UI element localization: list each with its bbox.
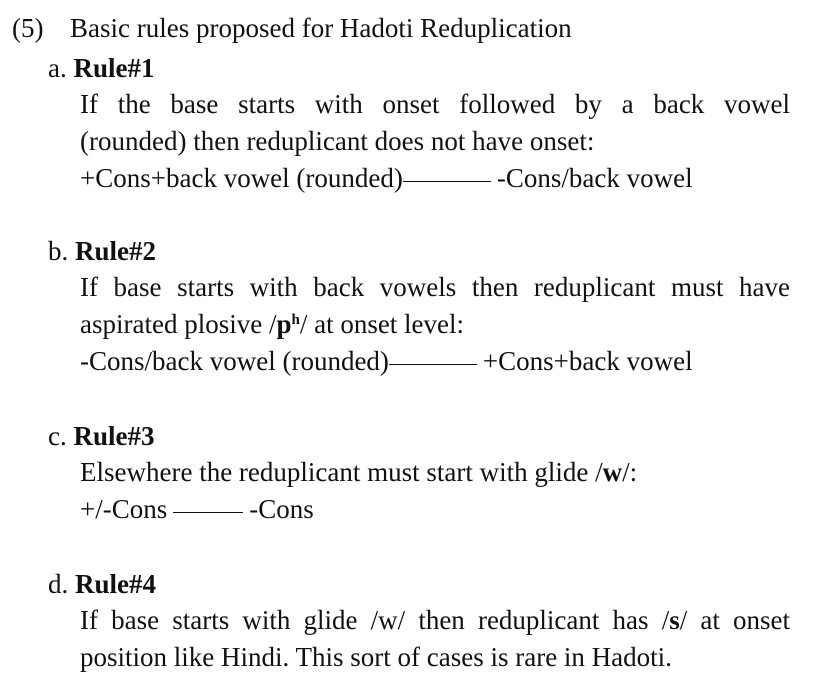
rewrite-line: [173, 512, 243, 513]
rule-letter: c.: [48, 421, 67, 451]
text-segment: aspirated plosive /: [80, 309, 277, 339]
rule-body: [80, 454, 790, 528]
formula-right: -Cons: [249, 494, 314, 524]
rule-text-line: [80, 454, 790, 491]
aspiration-mark: h: [291, 312, 300, 328]
phoneme-symbol: s: [669, 605, 680, 635]
rule-name: Rule#3: [73, 421, 155, 451]
rule-letter: a.: [48, 53, 67, 83]
rule-body: [80, 86, 790, 197]
rule-text-line: [80, 306, 790, 343]
phoneme-symbol: w: [602, 457, 623, 487]
rule-formula: [80, 491, 790, 528]
rule-c: [48, 418, 793, 528]
rule-text-line: (rounded) then reduplicant does not have onset:: [80, 126, 595, 156]
rule-text-line: If the base starts with onset followed by a back vowel: [80, 89, 790, 119]
rule-letter: b.: [48, 236, 69, 266]
rule-title: [48, 50, 793, 86]
rewrite-line: [389, 364, 477, 365]
rule-letter: d.: [48, 569, 69, 599]
rule-b: [48, 233, 793, 380]
text-segment: /:: [622, 457, 638, 487]
rule-body: [80, 602, 790, 676]
rule-text-line: If base starts with back vowels then reduplicant must have: [80, 272, 790, 302]
text-segment: Elsewhere the reduplicant must start with glide /: [80, 457, 603, 487]
rule-name: Rule#1: [73, 53, 155, 83]
rule-name: Rule#2: [75, 236, 156, 266]
section-heading: [12, 11, 572, 45]
rule-title: [48, 418, 793, 454]
rule-body: [80, 269, 790, 380]
phoneme-symbol: p: [276, 309, 292, 339]
rewrite-line: [403, 181, 491, 182]
rule-text-line: If base starts with glide /w/ then reduplicant has /s/ at onset: [80, 605, 790, 635]
heading-text: Basic rules proposed for Hadoti Reduplication: [70, 13, 572, 43]
rule-formula: [80, 160, 790, 197]
formula-right: +Cons+back vowel: [482, 346, 693, 376]
rule-d: [48, 566, 793, 676]
rule-title: [48, 233, 793, 269]
text-segment: / at onset level:: [299, 309, 465, 339]
formula-left: +/-Cons: [80, 494, 168, 524]
rule-text-line: position like Hindi. This sort of cases is rare in Hadoti.: [80, 642, 672, 672]
formula-left: +Cons+back vowel (rounded): [80, 163, 403, 193]
rule-name: Rule#4: [75, 569, 156, 599]
example-number: (5): [12, 13, 44, 43]
formula-right: -Cons/back vowel: [496, 163, 693, 193]
rule-formula: [80, 343, 790, 380]
formula-left: -Cons/back vowel (rounded): [80, 346, 389, 376]
rule-a: [48, 50, 793, 197]
rule-title: [48, 566, 793, 602]
